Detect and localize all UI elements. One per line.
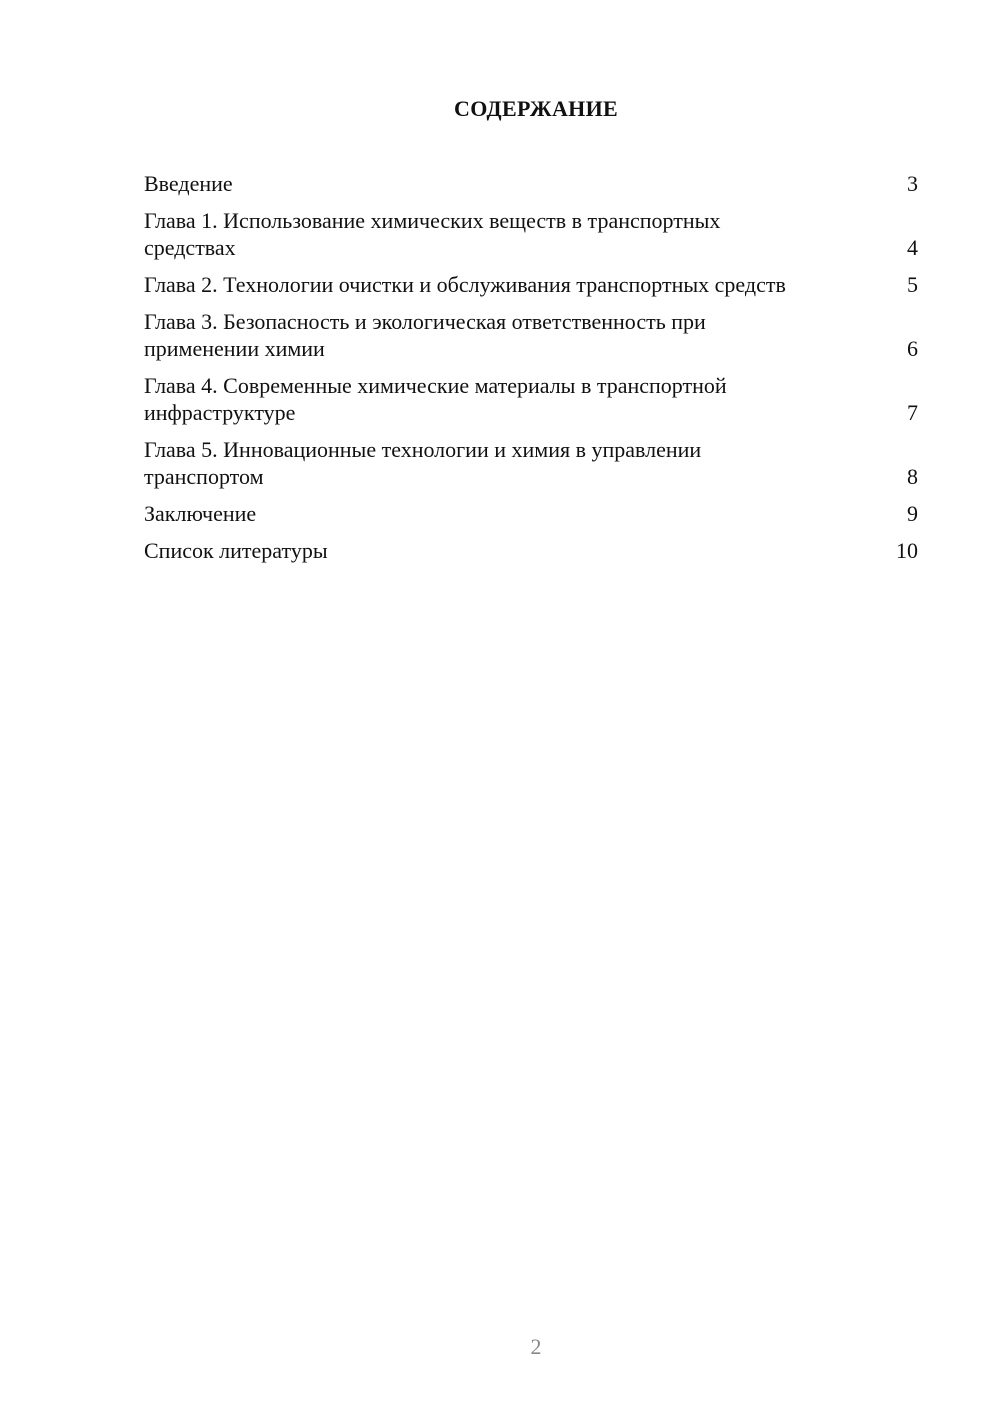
toc-entry-text: Глава 4. Современные химические материалы в транспортной инфраструктуре: [144, 373, 727, 425]
toc-entry-chapter-5: [144, 436, 918, 490]
toc-entry-references: [144, 537, 918, 564]
toc-entry-chapter-4: [144, 372, 918, 426]
page-number: 2: [530, 1334, 542, 1359]
toc-entry-text: Список литературы: [144, 538, 328, 563]
toc-entry-page: 8: [907, 464, 918, 489]
page-title: СОДЕРЖАНИЕ: [454, 96, 618, 121]
toc-entry-page: 5: [907, 272, 918, 297]
toc-entry-text: Введение: [144, 171, 233, 196]
toc-entry-text: Заключение: [144, 501, 257, 526]
toc-entry-introduction: [144, 170, 918, 197]
toc-entry-page: 9: [907, 501, 918, 526]
toc-entry-text: Глава 5. Инновационные технологии и химия в управлении транспортом: [144, 437, 702, 489]
toc-entry-page: 6: [907, 336, 918, 361]
toc-entry-page: 3: [907, 171, 918, 196]
toc-entry-chapter-2: [144, 271, 918, 298]
table-of-contents: [144, 170, 918, 574]
toc-entry-chapter-1: [144, 207, 918, 261]
toc-entry-chapter-3: [144, 308, 918, 362]
toc-entry-page: 4: [907, 235, 918, 260]
toc-entry-text: Глава 1. Использование химических веществ в транспортных средствах: [144, 208, 721, 260]
toc-entry-page: 7: [907, 400, 918, 425]
toc-entry-text: Глава 2. Технологии очистки и обслуживания транспортных средств: [144, 272, 786, 297]
toc-entry-conclusion: [144, 500, 918, 527]
toc-entry-text: Глава 3. Безопасность и экологическая ответственность при применении химии: [144, 309, 706, 361]
toc-entry-page: 10: [896, 538, 918, 563]
